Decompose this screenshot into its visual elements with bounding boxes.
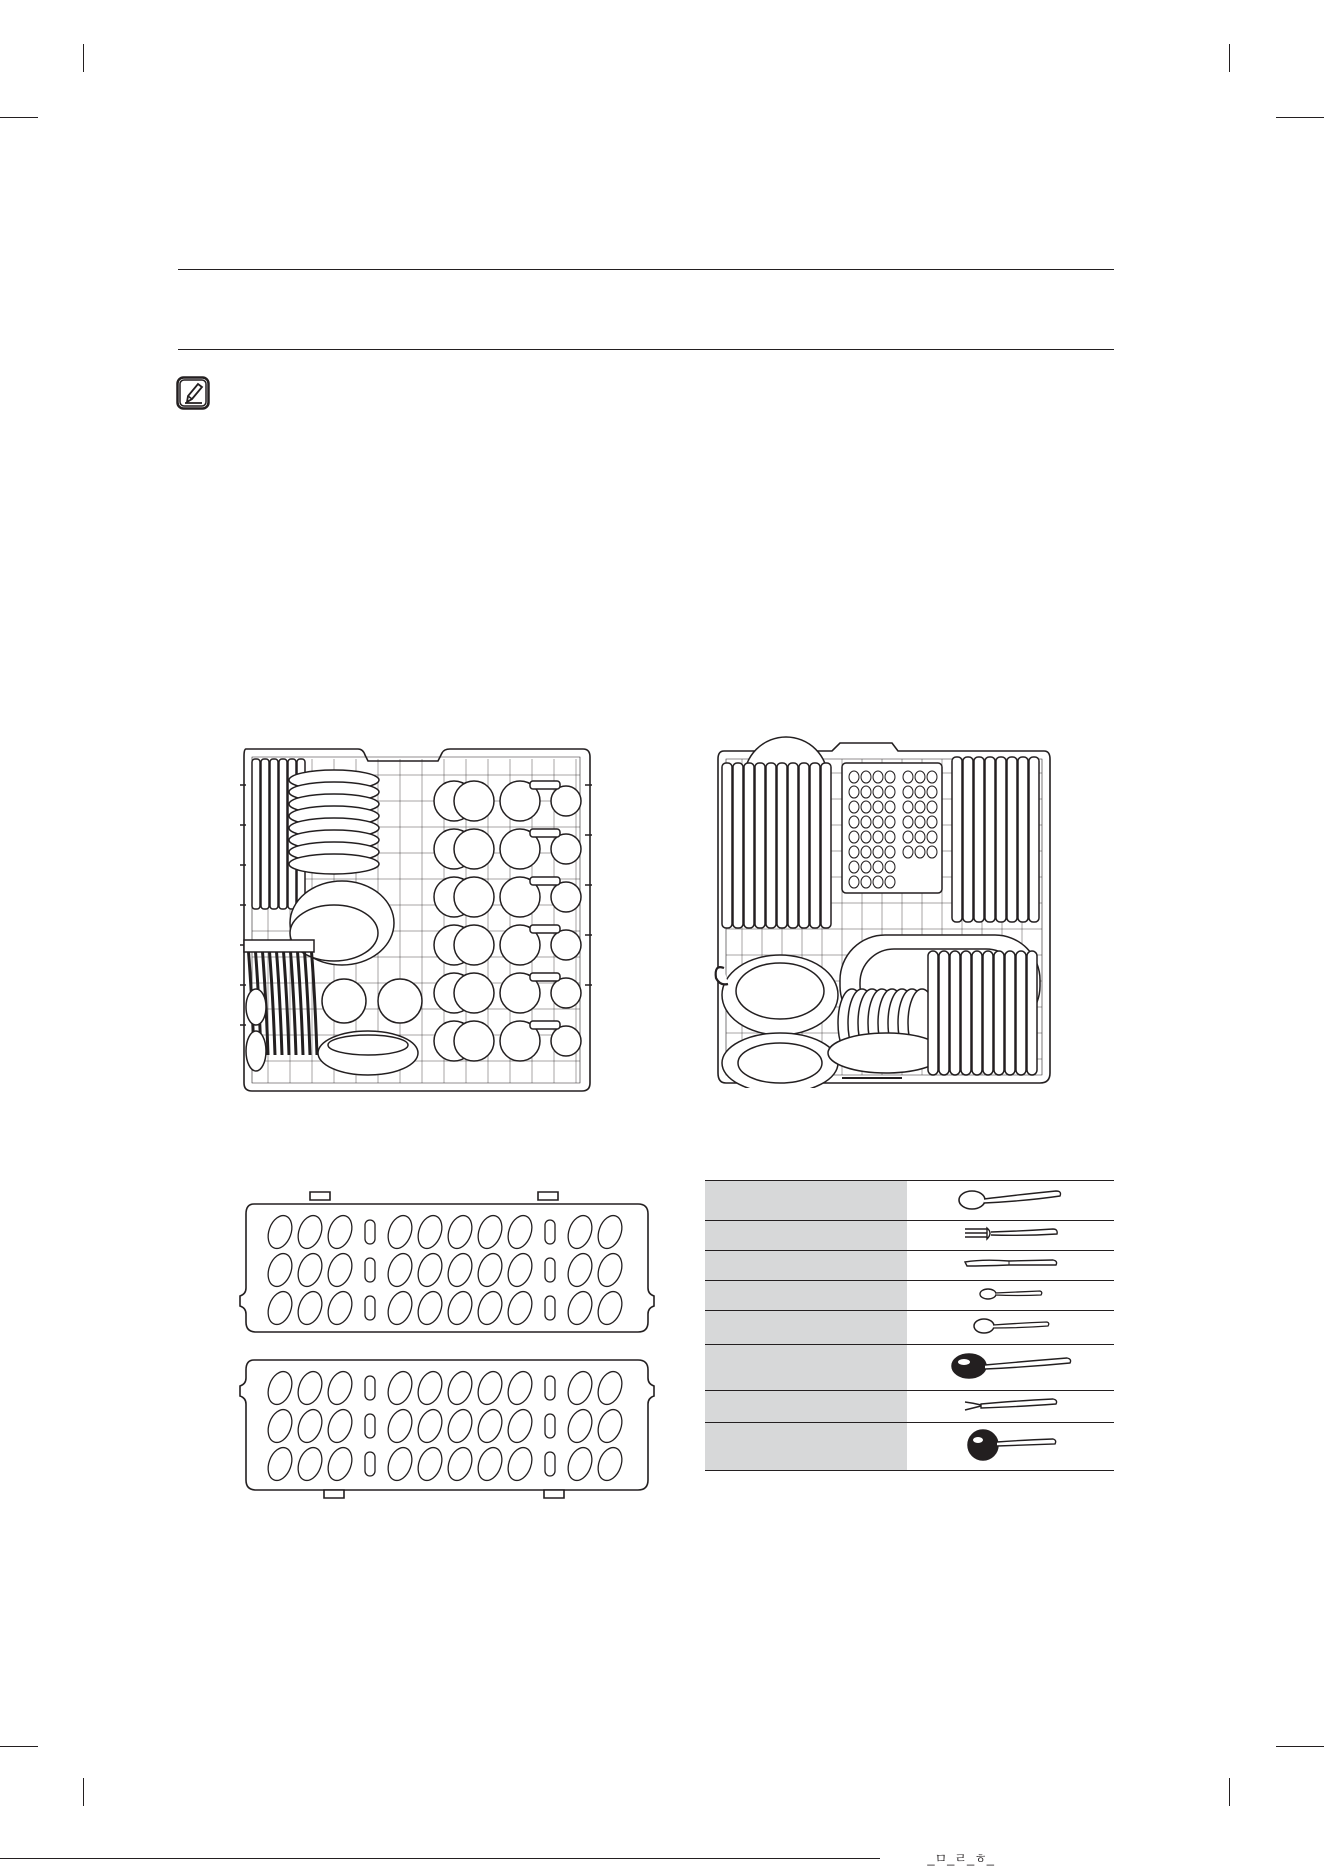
cutlery-label [705, 1391, 907, 1423]
cutlery-label [705, 1251, 907, 1281]
header-top-rule [178, 269, 1114, 270]
cutlery-label [705, 1281, 907, 1311]
table-row [705, 1251, 1114, 1281]
serving-fork-icon [963, 1393, 1059, 1415]
ladle-icon [963, 1425, 1059, 1463]
fork-icon [963, 1222, 1059, 1244]
cutlery-table [705, 1180, 1114, 1471]
cutlery-label [705, 1345, 907, 1391]
serving-spoon-icon [949, 1349, 1073, 1381]
cutlery-label [705, 1181, 907, 1221]
knife-icon [963, 1254, 1059, 1272]
footer-rule [0, 1858, 880, 1859]
upper-rack-loading-diagram [238, 745, 593, 1100]
table-row [705, 1281, 1114, 1311]
table-row [705, 1181, 1114, 1221]
header-bottom-rule [178, 349, 1114, 350]
footer-text: _ㅁ_ㄹ_ㅎ_ [927, 1851, 994, 1866]
cutlery-basket-lid-diagram [238, 1188, 656, 1508]
cutlery-label [705, 1311, 907, 1345]
note-pencil-icon [176, 376, 210, 415]
cutlery-label [705, 1221, 907, 1251]
table-row [705, 1345, 1114, 1391]
lower-rack-loading-diagram [712, 733, 1054, 1088]
table-row [705, 1221, 1114, 1251]
table-row [705, 1391, 1114, 1423]
dessert-spoon-icon [971, 1315, 1051, 1335]
cutlery-label [705, 1423, 907, 1471]
table-row [705, 1423, 1114, 1471]
small-spoon-icon [978, 1285, 1044, 1301]
table-row [705, 1311, 1114, 1345]
teaspoon-icon [956, 1181, 1066, 1215]
